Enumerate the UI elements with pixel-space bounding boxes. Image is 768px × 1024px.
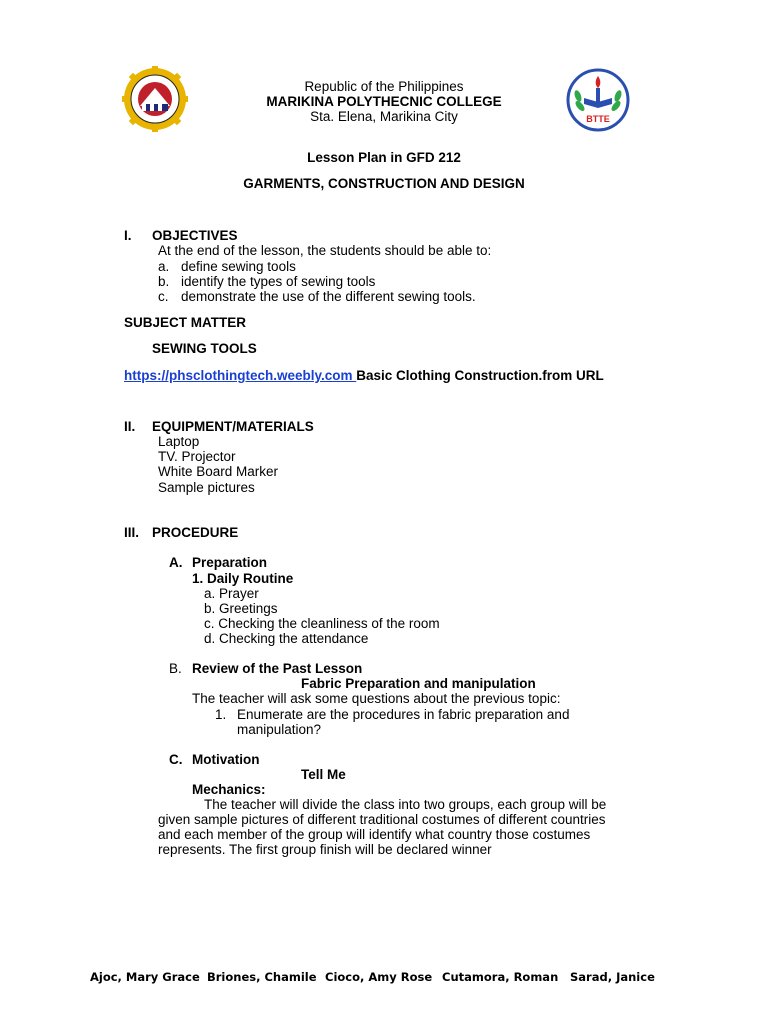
objective-marker: b. [158,274,170,289]
review-heading: Review of the Past Lesson [192,661,363,676]
review-intro: The teacher will ask some questions about the previous topic: [192,691,561,706]
footer-name: Cioco, Amy Rose [325,970,433,984]
footer-name: Briones, Chamile [207,970,317,984]
routine-item: a. Prayer [204,586,259,601]
review-question-line: manipulation? [237,722,322,737]
review-question-line: Enumerate are the procedures in fabric preparation and [237,707,570,722]
preparation-marker: A. [169,555,183,570]
motivation-heading: Motivation [192,752,260,767]
equipment-item: White Board Marker [158,464,279,479]
mechanics-line: and each member of the group will identify what country those costumes [158,827,591,842]
republic-line: Republic of the Philippines [304,79,464,94]
objective-item: identify the types of sewing tools [181,274,376,289]
equipment-numeral: II. [124,419,136,434]
motivation-marker: C. [169,752,183,767]
mechanics-line: represents. The first group finish will be declared winner [158,842,492,857]
mechanics-heading: Mechanics: [192,782,266,797]
objectives-intro: At the end of the lesson, the students should be able to: [158,243,492,258]
daily-routine-heading: 1. Daily Routine [192,571,294,586]
objective-marker: c. [158,289,169,304]
reference-line [124,368,604,383]
college-name: MARIKINA POLYTHECNIC COLLEGE [266,94,502,109]
equipment-item: TV. Projector [158,449,236,464]
mechanics-line: The teacher will divide the class into two groups, each group will be [204,797,607,812]
routine-item: b. Greetings [204,601,278,616]
review-subheading: Fabric Preparation and manipulation [301,676,536,691]
review-marker: B. [169,661,182,676]
equipment-item: Laptop [158,434,200,449]
motivation-activity: Tell Me [301,767,346,782]
footer-name: Cutamora, Roman [442,970,559,984]
college-address: Sta. Elena, Marikina City [310,109,458,124]
equipment-heading: EQUIPMENT/MATERIALS [152,419,314,434]
reference-text: Basic Clothing Construction.from URL [356,368,604,383]
subject-matter-heading: SUBJECT MATTER [124,315,247,330]
procedure-numeral: III. [124,525,140,540]
lesson-plan-title: Lesson Plan in GFD 212 [307,150,461,165]
btte-logo-text: BTTE [586,114,610,124]
course-title: GARMENTS, CONSTRUCTION AND DESIGN [243,176,525,191]
footer-name: Sarad, Janice [570,970,655,984]
footer-name: Ajoc, Mary Grace [90,970,200,984]
routine-item: c. Checking the cleanliness of the room [204,616,440,631]
objective-marker: a. [158,259,170,274]
procedure-heading: PROCEDURE [152,525,239,540]
objectives-heading: OBJECTIVES [152,228,238,243]
subject-topic: SEWING TOOLS [152,341,257,356]
reference-url-link[interactable]: https://phsclothingtech.weebly.com [124,368,357,383]
objective-item: demonstrate the use of the different sewing tools. [181,289,476,304]
objective-item: define sewing tools [181,259,296,274]
equipment-item: Sample pictures [158,480,255,495]
preparation-heading: Preparation [192,555,268,570]
mechanics-line: given sample pictures of different traditional costumes of different countries [158,812,606,827]
objectives-numeral: I. [124,228,132,243]
routine-item: d. Checking the attendance [204,631,369,646]
review-question-marker: 1. [215,707,227,722]
